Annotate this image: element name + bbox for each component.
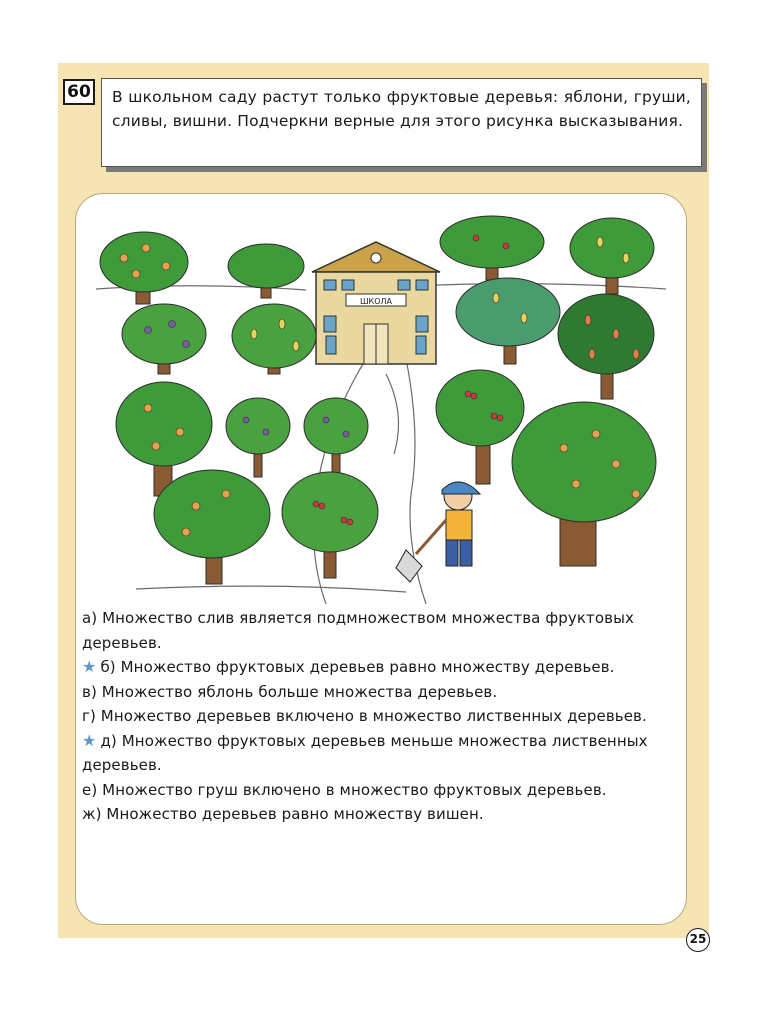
- task-number: 60: [63, 79, 95, 105]
- task-instruction-box: [101, 78, 702, 167]
- boy-figure: [396, 482, 480, 582]
- statement-text: г) Множество деревьев включено в множество лиственных деревьев.: [82, 707, 647, 725]
- exercise-card: [75, 193, 687, 925]
- star-icon: ★: [82, 657, 97, 676]
- statement-text: д) Множество фруктовых деревьев меньше множества лиственных деревьев.: [82, 731, 648, 774]
- statements-list: [82, 606, 680, 827]
- statement-g[interactable]: [82, 802, 680, 827]
- statement-b[interactable]: [82, 655, 680, 680]
- page-number: 25: [686, 928, 710, 952]
- statement-text: ж) Множество деревьев равно множеству вишен.: [82, 805, 484, 823]
- school-garden-illustration: [76, 194, 687, 604]
- star-icon: ★: [82, 730, 97, 750]
- statement-text: е) Множество груш включено в множество фруктовых деревьев.: [82, 780, 607, 799]
- statement-text: а) Множество слив является подмножеством множества фруктовых деревьев.: [82, 609, 634, 652]
- statement-d[interactable]: [82, 704, 680, 729]
- statement-e[interactable]: [82, 729, 680, 778]
- statement-text: б) Множество фруктовых деревьев равно множеству деревьев.: [100, 658, 615, 676]
- task-instruction-text: В школьном саду растут только фруктовые деревья: яблони, груши, сливы, вишни. Подчеркни верные для этого рисунка высказывания.: [112, 88, 691, 130]
- statement-a[interactable]: [82, 606, 680, 655]
- statement-text: в) Множество яблонь больше множества деревьев.: [82, 682, 498, 701]
- school-building-group: [312, 242, 440, 364]
- statement-f[interactable]: [82, 778, 680, 803]
- statement-c[interactable]: [82, 680, 680, 705]
- school-sign: ШКОЛА: [359, 297, 393, 306]
